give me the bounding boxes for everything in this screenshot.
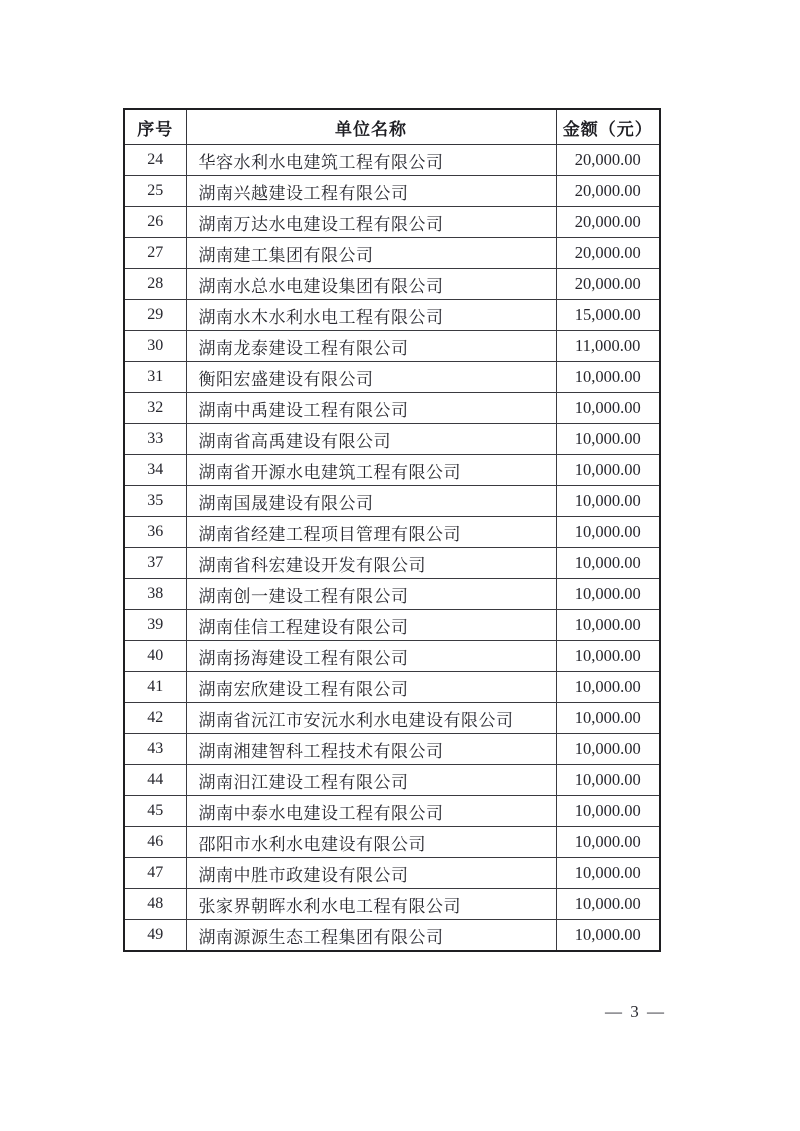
company-name-cell: 湖南建工集团有限公司 [186,238,556,269]
row-number-cell: 37 [124,548,186,579]
table-row [124,579,660,610]
table-row [124,455,660,486]
company-name-cell: 湖南创一建设工程有限公司 [186,579,556,610]
row-number-cell: 41 [124,672,186,703]
company-name-cell: 张家界朝晖水利水电工程有限公司 [186,889,556,920]
table-row [124,858,660,889]
row-number-cell: 46 [124,827,186,858]
amount-cell: 10,000.00 [556,610,660,641]
row-number-cell: 35 [124,486,186,517]
amount-cell: 20,000.00 [556,269,660,300]
row-number-cell: 25 [124,176,186,207]
row-number-cell: 30 [124,331,186,362]
table-row [124,393,660,424]
header-amount: 金额（元） [556,109,660,145]
amount-cell: 10,000.00 [556,920,660,952]
row-number-cell: 42 [124,703,186,734]
table-row [124,734,660,765]
row-number-cell: 48 [124,889,186,920]
amount-cell: 10,000.00 [556,858,660,889]
company-name-cell: 湖南省经建工程项目管理有限公司 [186,517,556,548]
table-row [124,920,660,952]
amount-cell: 10,000.00 [556,424,660,455]
company-name-cell: 湖南万达水电建设工程有限公司 [186,207,556,238]
company-name-cell: 湖南兴越建设工程有限公司 [186,176,556,207]
amount-cell: 11,000.00 [556,331,660,362]
table-row [124,765,660,796]
company-name-cell: 湖南佳信工程建设有限公司 [186,610,556,641]
table-row [124,362,660,393]
table-row [124,610,660,641]
amount-cell: 10,000.00 [556,362,660,393]
row-number-cell: 32 [124,393,186,424]
table-row [124,238,660,269]
row-number-cell: 31 [124,362,186,393]
table-row [124,176,660,207]
page-number: — 3 — [605,1002,666,1021]
row-number-cell: 38 [124,579,186,610]
row-number-cell: 27 [124,238,186,269]
amount-cell: 10,000.00 [556,393,660,424]
table-row [124,827,660,858]
amount-cell: 20,000.00 [556,145,660,176]
amount-cell: 10,000.00 [556,579,660,610]
amount-cell: 20,000.00 [556,207,660,238]
amount-cell: 10,000.00 [556,889,660,920]
company-name-cell: 华容水利水电建筑工程有限公司 [186,145,556,176]
company-name-cell: 湖南龙泰建设工程有限公司 [186,331,556,362]
row-number-cell: 39 [124,610,186,641]
company-name-cell: 湖南水木水利水电工程有限公司 [186,300,556,331]
company-name-cell: 湖南省沅江市安沅水利水电建设有限公司 [186,703,556,734]
company-name-cell: 湖南湘建智科工程技术有限公司 [186,734,556,765]
company-name-cell: 湖南国晟建设有限公司 [186,486,556,517]
company-name-cell: 衡阳宏盛建设有限公司 [186,362,556,393]
amount-cell: 10,000.00 [556,517,660,548]
table-row [124,703,660,734]
row-number-cell: 40 [124,641,186,672]
row-number-cell: 29 [124,300,186,331]
company-name-cell: 湖南汨江建设工程有限公司 [186,765,556,796]
company-name-cell: 湖南水总水电建设集团有限公司 [186,269,556,300]
table-row [124,889,660,920]
amount-cell: 10,000.00 [556,486,660,517]
amount-cell: 10,000.00 [556,765,660,796]
company-name-cell: 湖南扬海建设工程有限公司 [186,641,556,672]
amount-cell: 10,000.00 [556,548,660,579]
row-number-cell: 24 [124,145,186,176]
table-row [124,269,660,300]
row-number-cell: 47 [124,858,186,889]
amount-cell: 10,000.00 [556,703,660,734]
amount-cell: 10,000.00 [556,827,660,858]
table-header-row [124,109,660,145]
table-row [124,672,660,703]
amount-cell: 15,000.00 [556,300,660,331]
company-name-cell: 湖南省开源水电建筑工程有限公司 [186,455,556,486]
amount-cell: 10,000.00 [556,455,660,486]
row-number-cell: 49 [124,920,186,952]
grant-table [123,108,661,952]
amount-cell: 20,000.00 [556,176,660,207]
company-name-cell: 湖南省科宏建设开发有限公司 [186,548,556,579]
company-name-cell: 湖南宏欣建设工程有限公司 [186,672,556,703]
row-number-cell: 36 [124,517,186,548]
row-number-cell: 43 [124,734,186,765]
row-number-cell: 44 [124,765,186,796]
table-row [124,207,660,238]
company-name-cell: 湖南省高禹建设有限公司 [186,424,556,455]
row-number-cell: 34 [124,455,186,486]
company-name-cell: 湖南源源生态工程集团有限公司 [186,920,556,952]
table-row [124,641,660,672]
company-name-cell: 湖南中胜市政建设有限公司 [186,858,556,889]
row-number-cell: 45 [124,796,186,827]
table-row [124,486,660,517]
row-number-cell: 28 [124,269,186,300]
company-name-cell: 邵阳市水利水电建设有限公司 [186,827,556,858]
amount-cell: 10,000.00 [556,672,660,703]
row-number-cell: 33 [124,424,186,455]
amount-cell: 20,000.00 [556,238,660,269]
amount-cell: 10,000.00 [556,641,660,672]
table-row [124,796,660,827]
company-name-cell: 湖南中禹建设工程有限公司 [186,393,556,424]
company-name-cell: 湖南中泰水电建设工程有限公司 [186,796,556,827]
amount-cell: 10,000.00 [556,796,660,827]
row-number-cell: 26 [124,207,186,238]
table-row [124,548,660,579]
header-seq-number: 序号 [124,109,186,145]
header-unit-name: 单位名称 [186,109,556,145]
table-row [124,300,660,331]
table-row [124,331,660,362]
amount-cell: 10,000.00 [556,734,660,765]
table-row [124,424,660,455]
table-row [124,517,660,548]
table-row [124,145,660,176]
